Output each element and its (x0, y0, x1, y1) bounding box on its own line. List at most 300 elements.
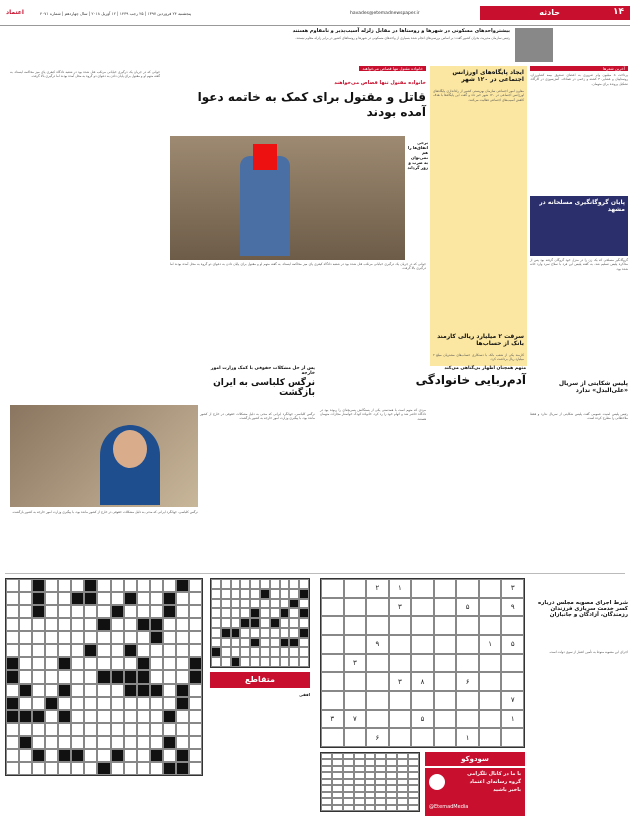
sudoku-cell[interactable] (456, 579, 479, 598)
crossword-cell[interactable] (6, 618, 19, 631)
crossword-cell[interactable] (231, 647, 241, 657)
crossword-cell[interactable] (97, 684, 110, 697)
sudoku-cell[interactable] (479, 598, 502, 617)
sudoku-cell[interactable] (389, 616, 412, 635)
sudoku-cell[interactable] (411, 691, 434, 710)
sudoku-cell[interactable] (389, 691, 412, 710)
sudoku-cell[interactable] (321, 579, 344, 598)
crossword-cell[interactable] (71, 736, 84, 749)
crossword-cell[interactable] (150, 657, 163, 670)
crossword-cell[interactable] (19, 605, 32, 618)
crossword-cell[interactable] (211, 579, 221, 589)
crossword-cell[interactable] (260, 608, 270, 618)
crossword-cell[interactable] (6, 684, 19, 697)
crossword-cell[interactable] (32, 631, 45, 644)
crossword-cell[interactable] (150, 644, 163, 657)
crossword-cell[interactable] (111, 736, 124, 749)
crossword-cell[interactable] (150, 631, 163, 644)
crossword-cell[interactable] (97, 670, 110, 683)
crossword-cell[interactable] (45, 749, 58, 762)
crossword-cell[interactable] (240, 657, 250, 667)
sudoku-cell[interactable] (366, 691, 389, 710)
crossword-cell[interactable] (45, 697, 58, 710)
crossword-cell[interactable] (124, 723, 137, 736)
crossword-cell[interactable] (111, 579, 124, 592)
crossword-cell[interactable] (270, 599, 280, 609)
crossword-cell[interactable] (97, 710, 110, 723)
crossword-cell[interactable] (163, 579, 176, 592)
crossword-cell[interactable] (111, 697, 124, 710)
crossword-cell[interactable] (32, 618, 45, 631)
crossword-cell[interactable] (150, 723, 163, 736)
crossword-cell[interactable] (365, 805, 376, 811)
crossword-cell[interactable] (32, 723, 45, 736)
sudoku-cell[interactable] (344, 616, 367, 635)
sudoku-cell[interactable] (321, 616, 344, 635)
crossword-cell[interactable] (137, 670, 150, 683)
crossword-cell[interactable] (221, 608, 231, 618)
sudoku-cell[interactable] (501, 728, 524, 747)
crossword-cell[interactable] (280, 657, 290, 667)
crossword-cell[interactable] (240, 579, 250, 589)
crossword-cell[interactable] (137, 762, 150, 775)
sudoku-cell[interactable] (344, 672, 367, 691)
crossword-cell[interactable] (124, 605, 137, 618)
telegram-ad[interactable] (425, 768, 525, 816)
crossword-cell[interactable] (32, 762, 45, 775)
sudoku-cell[interactable]: ۳ (389, 672, 412, 691)
crossword-cell[interactable] (176, 644, 189, 657)
crossword-cell[interactable] (299, 638, 309, 648)
sudoku-cell[interactable] (434, 728, 457, 747)
crossword-cell[interactable] (231, 628, 241, 638)
sudoku-cell[interactable] (366, 710, 389, 729)
crossword-cell[interactable] (211, 589, 221, 599)
sudoku-cell[interactable]: ۹ (501, 598, 524, 617)
crossword-cell[interactable] (19, 710, 32, 723)
crossword-cell[interactable] (32, 697, 45, 710)
sudoku-cell[interactable] (456, 691, 479, 710)
sudoku-cell[interactable]: ۳ (344, 654, 367, 673)
crossword-cell[interactable] (111, 762, 124, 775)
crossword-cell[interactable] (189, 631, 202, 644)
sudoku-cell[interactable]: ۶ (456, 672, 479, 691)
crossword-cell[interactable] (289, 647, 299, 657)
crossword-cell[interactable] (6, 644, 19, 657)
crossword-cell[interactable] (124, 657, 137, 670)
crossword-cell[interactable] (71, 631, 84, 644)
crossword-cell[interactable] (6, 670, 19, 683)
crossword-cell[interactable] (45, 736, 58, 749)
crossword-cell[interactable] (176, 684, 189, 697)
sudoku-cell[interactable] (434, 654, 457, 673)
sudoku-cell[interactable] (366, 598, 389, 617)
crossword-cell[interactable] (270, 579, 280, 589)
sudoku-cell[interactable] (479, 691, 502, 710)
crossword-cell[interactable] (280, 579, 290, 589)
crossword-cell[interactable] (71, 697, 84, 710)
crossword-cell[interactable] (45, 670, 58, 683)
crossword-cell[interactable] (211, 657, 221, 667)
crossword-cell[interactable] (124, 684, 137, 697)
crossword-cell[interactable] (211, 608, 221, 618)
crossword-cell[interactable] (299, 657, 309, 667)
crossword-cell[interactable] (386, 805, 397, 811)
crossword-cell[interactable] (19, 579, 32, 592)
crossword-cell[interactable] (150, 592, 163, 605)
crossword-cell[interactable] (321, 805, 332, 811)
crossword-cell[interactable] (150, 762, 163, 775)
crossword-cell[interactable] (397, 805, 408, 811)
crossword-cell[interactable] (32, 736, 45, 749)
crossword-cell[interactable] (260, 579, 270, 589)
crossword-cell[interactable] (84, 670, 97, 683)
crossword-cell[interactable] (137, 723, 150, 736)
crossword-cell[interactable] (58, 605, 71, 618)
crossword-cell[interactable] (84, 592, 97, 605)
crossword-cell[interactable] (240, 599, 250, 609)
crossword-cell[interactable] (137, 736, 150, 749)
sudoku-cell[interactable] (411, 635, 434, 654)
sudoku-cell[interactable] (479, 728, 502, 747)
crossword-cell[interactable] (58, 736, 71, 749)
crossword-cell[interactable] (211, 638, 221, 648)
crossword-cell[interactable] (299, 628, 309, 638)
sudoku-cell[interactable] (479, 710, 502, 729)
crossword-cell[interactable] (280, 618, 290, 628)
sudoku-cell[interactable]: ۳ (501, 579, 524, 598)
sudoku-cell[interactable] (479, 616, 502, 635)
crossword-cell[interactable] (58, 710, 71, 723)
sudoku-cell[interactable] (434, 598, 457, 617)
crossword-cell[interactable] (211, 618, 221, 628)
crossword-cell[interactable] (240, 628, 250, 638)
crossword-cell[interactable] (231, 579, 241, 589)
crossword-cell[interactable] (221, 628, 231, 638)
crossword-cell[interactable] (6, 592, 19, 605)
crossword-cell[interactable] (250, 589, 260, 599)
crossword-cell[interactable] (163, 644, 176, 657)
crossword-cell[interactable] (32, 749, 45, 762)
section-email[interactable]: havades@etemadnewspaper.ir (350, 11, 420, 16)
crossword-cell[interactable] (189, 762, 202, 775)
sudoku-cell[interactable] (389, 710, 412, 729)
crossword-cell[interactable] (343, 805, 354, 811)
crossword-cell[interactable] (58, 684, 71, 697)
crossword-cell[interactable] (189, 670, 202, 683)
crossword-cell[interactable] (211, 628, 221, 638)
crossword-cell[interactable] (280, 608, 290, 618)
crossword-cell[interactable] (137, 631, 150, 644)
crossword-cell[interactable] (97, 631, 110, 644)
crossword-cell[interactable] (111, 592, 124, 605)
crossword-cell[interactable] (163, 762, 176, 775)
crossword-cell[interactable] (163, 684, 176, 697)
crossword-cell[interactable] (260, 628, 270, 638)
sudoku-cell[interactable] (321, 691, 344, 710)
crossword-cell[interactable] (32, 684, 45, 697)
crossword-cell[interactable] (289, 618, 299, 628)
crossword-cell[interactable] (176, 710, 189, 723)
crossword-cell[interactable] (84, 697, 97, 710)
crossword-cell[interactable] (137, 605, 150, 618)
crossword-cell[interactable] (71, 644, 84, 657)
crossword-cell[interactable] (71, 605, 84, 618)
crossword-cell[interactable] (71, 618, 84, 631)
sudoku-cell[interactable] (456, 635, 479, 654)
crossword-cell[interactable] (231, 599, 241, 609)
crossword-cell[interactable] (32, 579, 45, 592)
sudoku-cell[interactable] (411, 728, 434, 747)
crossword-cell[interactable] (163, 618, 176, 631)
crossword-cell[interactable] (45, 684, 58, 697)
sudoku-cell[interactable] (389, 635, 412, 654)
crossword-cell[interactable] (189, 723, 202, 736)
sudoku-cell[interactable] (456, 710, 479, 729)
sudoku-cell[interactable]: ۳ (389, 598, 412, 617)
sudoku-cell[interactable] (344, 691, 367, 710)
crossword-cell[interactable] (176, 670, 189, 683)
crossword-cell[interactable] (45, 605, 58, 618)
sudoku-cell[interactable] (411, 579, 434, 598)
sudoku-cell[interactable] (411, 654, 434, 673)
crossword-cell[interactable] (299, 618, 309, 628)
crossword-cell[interactable] (240, 638, 250, 648)
crossword-cell[interactable] (137, 618, 150, 631)
crossword-cell[interactable] (71, 579, 84, 592)
crossword-cell[interactable] (111, 631, 124, 644)
crossword-cell[interactable] (45, 644, 58, 657)
crossword-cell[interactable] (71, 710, 84, 723)
crossword-cell[interactable] (58, 644, 71, 657)
crossword-cell[interactable] (280, 647, 290, 657)
crossword-cell[interactable] (97, 579, 110, 592)
sudoku-cell[interactable] (321, 728, 344, 747)
sudoku-cell[interactable] (411, 598, 434, 617)
crossword-cell[interactable] (111, 670, 124, 683)
crossword-cell[interactable] (19, 631, 32, 644)
crossword-cell[interactable] (84, 631, 97, 644)
crossword-cell[interactable] (6, 736, 19, 749)
crossword-cell[interactable] (150, 670, 163, 683)
crossword-cell[interactable] (189, 592, 202, 605)
sudoku-cell[interactable]: ۳ (321, 710, 344, 729)
crossword-cell[interactable] (211, 599, 221, 609)
crossword-cell[interactable] (6, 710, 19, 723)
crossword-cell[interactable] (19, 670, 32, 683)
crossword-cell[interactable] (19, 697, 32, 710)
sudoku-cell[interactable] (501, 616, 524, 635)
crossword-cell[interactable] (84, 736, 97, 749)
crossword-cell[interactable] (32, 670, 45, 683)
crossword-cell[interactable] (289, 657, 299, 667)
sudoku-cell[interactable]: ۱ (456, 728, 479, 747)
crossword-cell[interactable] (189, 710, 202, 723)
crossword-cell[interactable] (270, 628, 280, 638)
crossword-cell[interactable] (19, 618, 32, 631)
crossword-cell[interactable] (163, 605, 176, 618)
crossword-cell[interactable] (163, 592, 176, 605)
crossword-cell[interactable] (176, 723, 189, 736)
crossword-cell[interactable] (250, 657, 260, 667)
crossword-cell[interactable] (32, 592, 45, 605)
crossword-cell[interactable] (280, 638, 290, 648)
crossword-cell[interactable] (84, 644, 97, 657)
crossword-cell[interactable] (289, 608, 299, 618)
crossword-cell[interactable] (280, 599, 290, 609)
crossword-cell[interactable] (176, 736, 189, 749)
sudoku-cell[interactable]: ۷ (501, 691, 524, 710)
crossword-cell[interactable] (137, 710, 150, 723)
crossword-cell[interactable] (176, 749, 189, 762)
crossword-cell[interactable] (6, 631, 19, 644)
crossword-cell[interactable] (250, 608, 260, 618)
sudoku-cell[interactable] (434, 691, 457, 710)
crossword-cell[interactable] (260, 647, 270, 657)
crossword-cell[interactable] (289, 579, 299, 589)
crossword-cell[interactable] (137, 579, 150, 592)
sudoku-cell[interactable]: ۵ (501, 635, 524, 654)
crossword-cell[interactable] (250, 638, 260, 648)
crossword-cell[interactable] (150, 618, 163, 631)
crossword-cell[interactable] (58, 579, 71, 592)
sudoku-cell[interactable]: ۶ (366, 728, 389, 747)
sudoku-cell[interactable] (434, 579, 457, 598)
sudoku-cell[interactable] (456, 616, 479, 635)
crossword-cell[interactable] (299, 599, 309, 609)
sudoku-cell[interactable] (344, 728, 367, 747)
crossword-cell[interactable] (19, 657, 32, 670)
sudoku-cell[interactable] (479, 579, 502, 598)
sudoku-cell[interactable] (321, 598, 344, 617)
crossword-cell[interactable] (97, 592, 110, 605)
crossword-cell[interactable] (19, 749, 32, 762)
crossword-cell[interactable] (189, 618, 202, 631)
sudoku-cell[interactable]: ۵ (411, 710, 434, 729)
crossword-cell[interactable] (231, 657, 241, 667)
crossword-cell[interactable] (332, 805, 343, 811)
crossword-cell[interactable] (97, 644, 110, 657)
crossword-small[interactable] (210, 578, 310, 668)
crossword-cell[interactable] (231, 608, 241, 618)
crossword-cell[interactable] (71, 670, 84, 683)
crossword-cell[interactable] (163, 723, 176, 736)
sudoku-cell[interactable] (344, 635, 367, 654)
crossword-cell[interactable] (270, 657, 280, 667)
crossword-cell[interactable] (221, 647, 231, 657)
crossword-cell[interactable] (97, 762, 110, 775)
crossword-cell[interactable] (231, 589, 241, 599)
crossword-cell[interactable] (150, 579, 163, 592)
crossword-cell[interactable] (6, 579, 19, 592)
sudoku-cell[interactable]: ۷ (344, 710, 367, 729)
crossword-cell[interactable] (84, 657, 97, 670)
crossword-cell[interactable] (97, 736, 110, 749)
crossword-cell[interactable] (150, 710, 163, 723)
crossword-cell[interactable] (270, 647, 280, 657)
crossword-cell[interactable] (250, 579, 260, 589)
crossword-cell[interactable] (150, 749, 163, 762)
sudoku-cell[interactable] (366, 672, 389, 691)
sudoku-cell[interactable] (501, 654, 524, 673)
crossword-cell[interactable] (221, 579, 231, 589)
sudoku-cell[interactable]: ۱ (501, 710, 524, 729)
crossword-cell[interactable] (124, 697, 137, 710)
crossword-cell[interactable] (137, 657, 150, 670)
crossword-cell[interactable] (150, 684, 163, 697)
crossword-cell[interactable] (150, 736, 163, 749)
crossword-cell[interactable] (240, 608, 250, 618)
crossword-cell[interactable] (260, 599, 270, 609)
crossword-cell[interactable] (137, 697, 150, 710)
crossword-large[interactable] (5, 578, 203, 776)
crossword-cell[interactable] (270, 618, 280, 628)
crossword-cell[interactable] (150, 697, 163, 710)
sudoku-cell[interactable] (411, 616, 434, 635)
crossword-cell[interactable] (289, 628, 299, 638)
sudoku-cell[interactable] (366, 654, 389, 673)
crossword-cell[interactable] (6, 605, 19, 618)
crossword-cell[interactable] (84, 723, 97, 736)
sudoku-cell[interactable] (434, 710, 457, 729)
crossword-cell[interactable] (71, 684, 84, 697)
crossword-cell[interactable] (111, 684, 124, 697)
crossword-cell[interactable] (97, 605, 110, 618)
crossword-cell[interactable] (270, 638, 280, 648)
crossword-cell[interactable] (408, 805, 419, 811)
sudoku-cell[interactable]: ۵ (456, 598, 479, 617)
sudoku-cell[interactable]: ۱ (479, 635, 502, 654)
crossword-cell[interactable] (19, 736, 32, 749)
crossword-cell[interactable] (221, 638, 231, 648)
crossword-cell[interactable] (6, 657, 19, 670)
crossword-cell[interactable] (176, 605, 189, 618)
crossword-cell[interactable] (260, 618, 270, 628)
crossword-cell[interactable] (45, 618, 58, 631)
crossword-cell[interactable] (71, 749, 84, 762)
crossword-cell[interactable] (45, 710, 58, 723)
crossword-cell[interactable] (84, 749, 97, 762)
crossword-cell[interactable] (84, 710, 97, 723)
crossword-cell[interactable] (124, 736, 137, 749)
sudoku-cell[interactable] (344, 598, 367, 617)
crossword-cell[interactable] (45, 657, 58, 670)
crossword-cell[interactable] (84, 618, 97, 631)
crossword-cell[interactable] (124, 618, 137, 631)
crossword-cell[interactable] (189, 644, 202, 657)
crossword-cell[interactable] (58, 762, 71, 775)
crossword-cell[interactable] (163, 670, 176, 683)
crossword-cell[interactable] (84, 684, 97, 697)
crossword-cell[interactable] (45, 592, 58, 605)
crossword-cell[interactable] (176, 579, 189, 592)
crossword-cell[interactable] (163, 697, 176, 710)
sudoku-cell[interactable] (321, 654, 344, 673)
crossword-cell[interactable] (124, 710, 137, 723)
sudoku-cell[interactable] (479, 654, 502, 673)
crossword-cell[interactable] (221, 657, 231, 667)
crossword-cell[interactable] (84, 579, 97, 592)
crossword-cell[interactable] (124, 631, 137, 644)
crossword-cell[interactable] (58, 697, 71, 710)
crossword-cell[interactable] (163, 657, 176, 670)
crossword-cell[interactable] (84, 762, 97, 775)
crossword-cell[interactable] (231, 638, 241, 648)
crossword-cell[interactable] (97, 749, 110, 762)
crossword-cell[interactable] (221, 589, 231, 599)
sudoku-cell[interactable] (389, 728, 412, 747)
crossword-cell[interactable] (58, 592, 71, 605)
